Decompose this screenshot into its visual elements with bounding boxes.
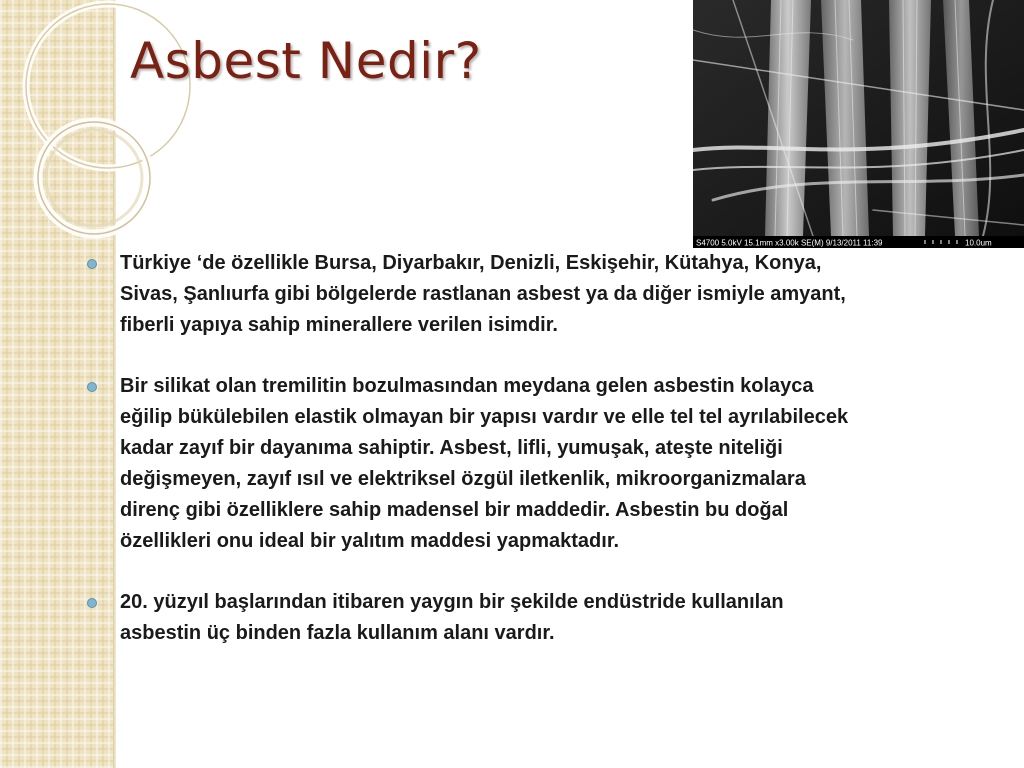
micrograph-svg — [693, 0, 1024, 248]
bullet-item — [88, 248, 858, 341]
asbestos-micrograph-image — [693, 0, 1024, 248]
bullet-dot-icon — [88, 383, 96, 391]
bullet-text: 20. yüzyıl başlarından itibaren yaygın bir şekilde endüstride kullanılan asbestin üç binden fazla kullanım alanı vardır. — [120, 591, 784, 644]
bullet-item — [88, 371, 858, 557]
micrograph-scale-label: 10.0um — [965, 238, 992, 248]
bullet-list — [88, 248, 858, 679]
bullet-dot-icon — [88, 599, 96, 607]
bullet-text: Türkiye ‘de özellikle Bursa, Diyarbakır, Denizli, Eskişehir, Kütahya, Konya, Sivas, Şanlıurfa gibi bölgelerde rastlanan asbest ya da diğer ismiyle amyant, fiberli yapıya sahip minerallere verilen isimdir. — [120, 252, 846, 336]
micrograph-caption: S4700 5.0kV 15.1mm x3.00k SE(M) 9/13/2011 11:39 — [696, 238, 883, 248]
slide-title: Asbest Nedir? — [130, 32, 482, 90]
bullet-item — [88, 587, 858, 649]
bullet-dot-icon — [88, 260, 96, 268]
bullet-text: Bir silikat olan tremilitin bozulmasından meydana gelen asbestin kolayca eğilip bükülebilen elastik olmayan bir yapısı vardır ve elle tel tel ayrılabilecek kadar zayıf bir dayanıma sahiptir. Asbest, lifli, yumuşak, ateşte niteliği değişmeyen, zayıf ısıl ve elektriksel özgül iletkenlik, mikroorganizmalara direnç gibi özelliklere sahip madensel bir maddedir. Asbestin bu doğal özellikleri onu ideal bir yalıtım maddesi yapmaktadır. — [120, 375, 849, 552]
